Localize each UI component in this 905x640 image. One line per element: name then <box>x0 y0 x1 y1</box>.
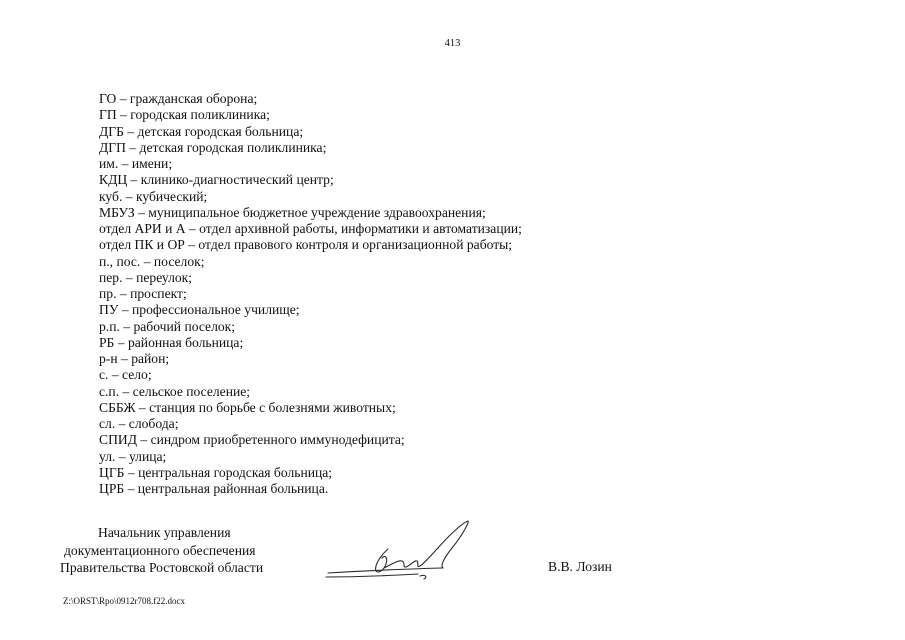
position-line: Начальник управления <box>98 525 231 540</box>
file-path: Z:\ORST\Rpo\0912r708.f22.docx <box>63 596 185 606</box>
list-item: ул. – улица; <box>99 448 167 464</box>
handwritten-signature <box>322 516 472 584</box>
list-item: пр. – проспект; <box>99 286 187 301</box>
page-number: 413 <box>444 38 461 49</box>
list-item: р.п. – рабочий поселок; <box>99 318 236 334</box>
position-line: Правительства Ростовской области <box>60 560 264 575</box>
list-item: р-н – район; <box>99 351 170 366</box>
list-item: отдел АРИ и А – отдел архивной работы, информатики и автоматизации; <box>99 221 522 236</box>
list-item: ЦРБ – центральная районная больница. <box>99 481 329 496</box>
list-item: сл. – слобода; <box>99 416 179 431</box>
signatory-position <box>60 524 263 577</box>
list-item: отдел ПК и ОР – отдел правового контроля и организационной работы; <box>99 237 513 253</box>
list-item: ДГБ – детская городская больница; <box>99 123 304 139</box>
list-item: СПИД – синдром приобретенного иммунодефицита; <box>99 432 405 448</box>
list-item: пер. – переулок; <box>99 269 193 285</box>
list-item: ГП – городская поликлиника; <box>99 107 270 123</box>
list-item: РБ – районная больница; <box>99 334 244 350</box>
list-item: с. – село; <box>99 367 152 383</box>
list-item: КДЦ – клинико-диагностический центр; <box>99 172 334 188</box>
signer-name: В.В. Лозин <box>548 559 612 574</box>
list-item: ГО – гражданская оборона; <box>99 91 258 106</box>
list-item: ПУ – профессиональное училище; <box>99 302 300 318</box>
list-item: п., пос. – поселок; <box>99 253 205 269</box>
list-item: ДГП – детская городская поликлиника; <box>99 139 327 155</box>
list-item: с.п. – сельское поселение; <box>99 383 251 399</box>
position-line: документационного обеспечения <box>64 542 256 558</box>
list-item: СББЖ – станция по борьбе с болезнями животных; <box>99 399 396 415</box>
list-item: им. – имени; <box>99 156 173 171</box>
list-item: МБУЗ – муниципальное бюджетное учреждение здравоохранения; <box>99 204 486 220</box>
list-item: ЦГБ – центральная городская больница; <box>99 464 333 480</box>
list-item: куб. – кубический; <box>99 188 208 204</box>
abbreviation-list <box>99 91 522 497</box>
